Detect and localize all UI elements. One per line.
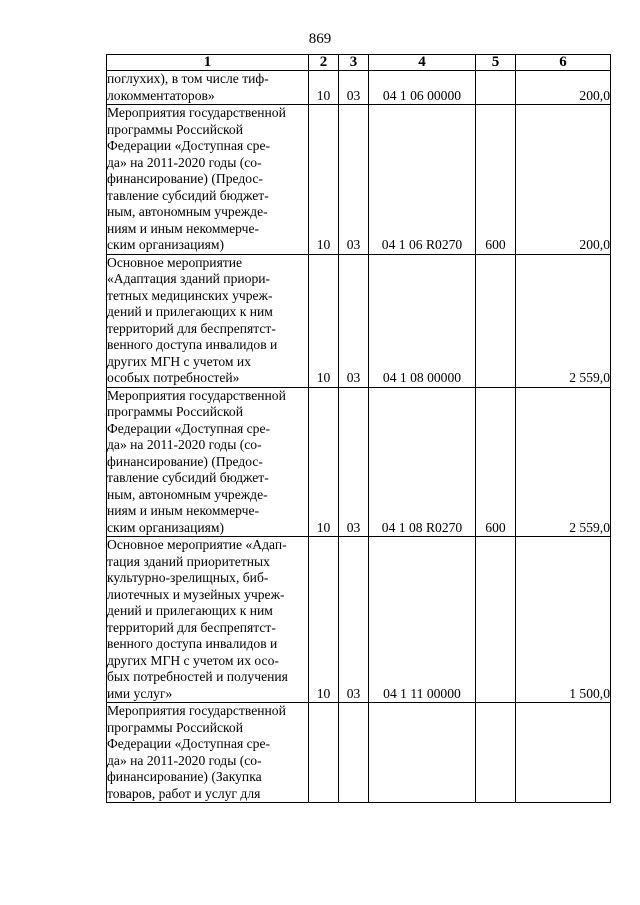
row-description: Мероприятия государственной программы Российской Федерации «Доступная сре- да» на 2011-2020 годы (со- финансирование) (Закупка товаров, работ и услуг для	[107, 703, 309, 803]
row-section-code: 10	[309, 105, 339, 255]
row-subsection-code	[339, 703, 369, 803]
column-header-2: 2	[309, 55, 339, 71]
table-row	[107, 387, 611, 537]
table-header-row	[107, 55, 611, 71]
row-amount: 200,0	[516, 71, 611, 105]
row-subsection-code: 03	[339, 105, 369, 255]
row-target-article-code: 04 1 08 R0270	[369, 387, 476, 537]
row-amount: 2 559,0	[516, 387, 611, 537]
row-section-code: 10	[309, 537, 339, 703]
row-description: Мероприятия государственной программы Российской Федерации «Доступная сре- да» на 2011-2020 годы (со- финансирование) (Предос- тавление субсидий бюджет- ным, автономным учрежде- ниям и иным некоммерче- ским организациям)	[107, 105, 309, 255]
row-expense-type-code: 600	[476, 105, 516, 255]
row-subsection-code: 03	[339, 71, 369, 105]
table-row	[107, 105, 611, 255]
row-amount: 2 559,0	[516, 254, 611, 387]
column-header-5: 5	[476, 55, 516, 71]
row-subsection-code: 03	[339, 254, 369, 387]
row-target-article-code: 04 1 08 00000	[369, 254, 476, 387]
row-amount: 1 500,0	[516, 537, 611, 703]
row-description: Основное мероприятие «Адаптация зданий приори- тетных медицинских учреж- дений и прилегающих к ним территорий для беспрепятст- венного доступа инвалидов и других МГН с учетом их особых потребностей»	[107, 254, 309, 387]
column-header-1: 1	[107, 55, 309, 71]
row-subsection-code: 03	[339, 537, 369, 703]
row-target-article-code: 04 1 06 00000	[369, 71, 476, 105]
column-header-4: 4	[369, 55, 476, 71]
column-header-3: 3	[339, 55, 369, 71]
row-expense-type-code	[476, 254, 516, 387]
row-target-article-code	[369, 703, 476, 803]
row-description: Мероприятия государственной программы Российской Федерации «Доступная сре- да» на 2011-2020 годы (со- финансирование) (Предос- тавление субсидий бюджет- ным, автономным учрежде- ниям и иным некоммерче- ским организациям)	[107, 387, 309, 537]
row-target-article-code: 04 1 11 00000	[369, 537, 476, 703]
row-expense-type-code: 600	[476, 387, 516, 537]
table-row	[107, 71, 611, 105]
row-section-code: 10	[309, 71, 339, 105]
table-row	[107, 537, 611, 703]
row-section-code: 10	[309, 387, 339, 537]
table-row	[107, 703, 611, 803]
row-expense-type-code	[476, 537, 516, 703]
row-description: поглухих), в том числе тиф- локомментаторов»	[107, 71, 309, 105]
column-header-6: 6	[516, 55, 611, 71]
row-expense-type-code	[476, 703, 516, 803]
row-section-code: 10	[309, 254, 339, 387]
row-section-code	[309, 703, 339, 803]
table-row	[107, 254, 611, 387]
row-amount	[516, 703, 611, 803]
row-subsection-code: 03	[339, 387, 369, 537]
row-target-article-code: 04 1 06 R0270	[369, 105, 476, 255]
row-amount: 200,0	[516, 105, 611, 255]
row-expense-type-code	[476, 71, 516, 105]
row-description: Основное мероприятие «Адап- тация зданий приоритетных культурно-зрелищных, биб- лиотечных и музейных учреж- дений и прилегающих к ним территорий для беспрепятст- венного доступа инвалидов и других МГН с учетом их осо- бых потребностей и получения ими услуг»	[107, 537, 309, 703]
budget-table	[106, 54, 611, 803]
page-number: 869	[308, 31, 332, 47]
